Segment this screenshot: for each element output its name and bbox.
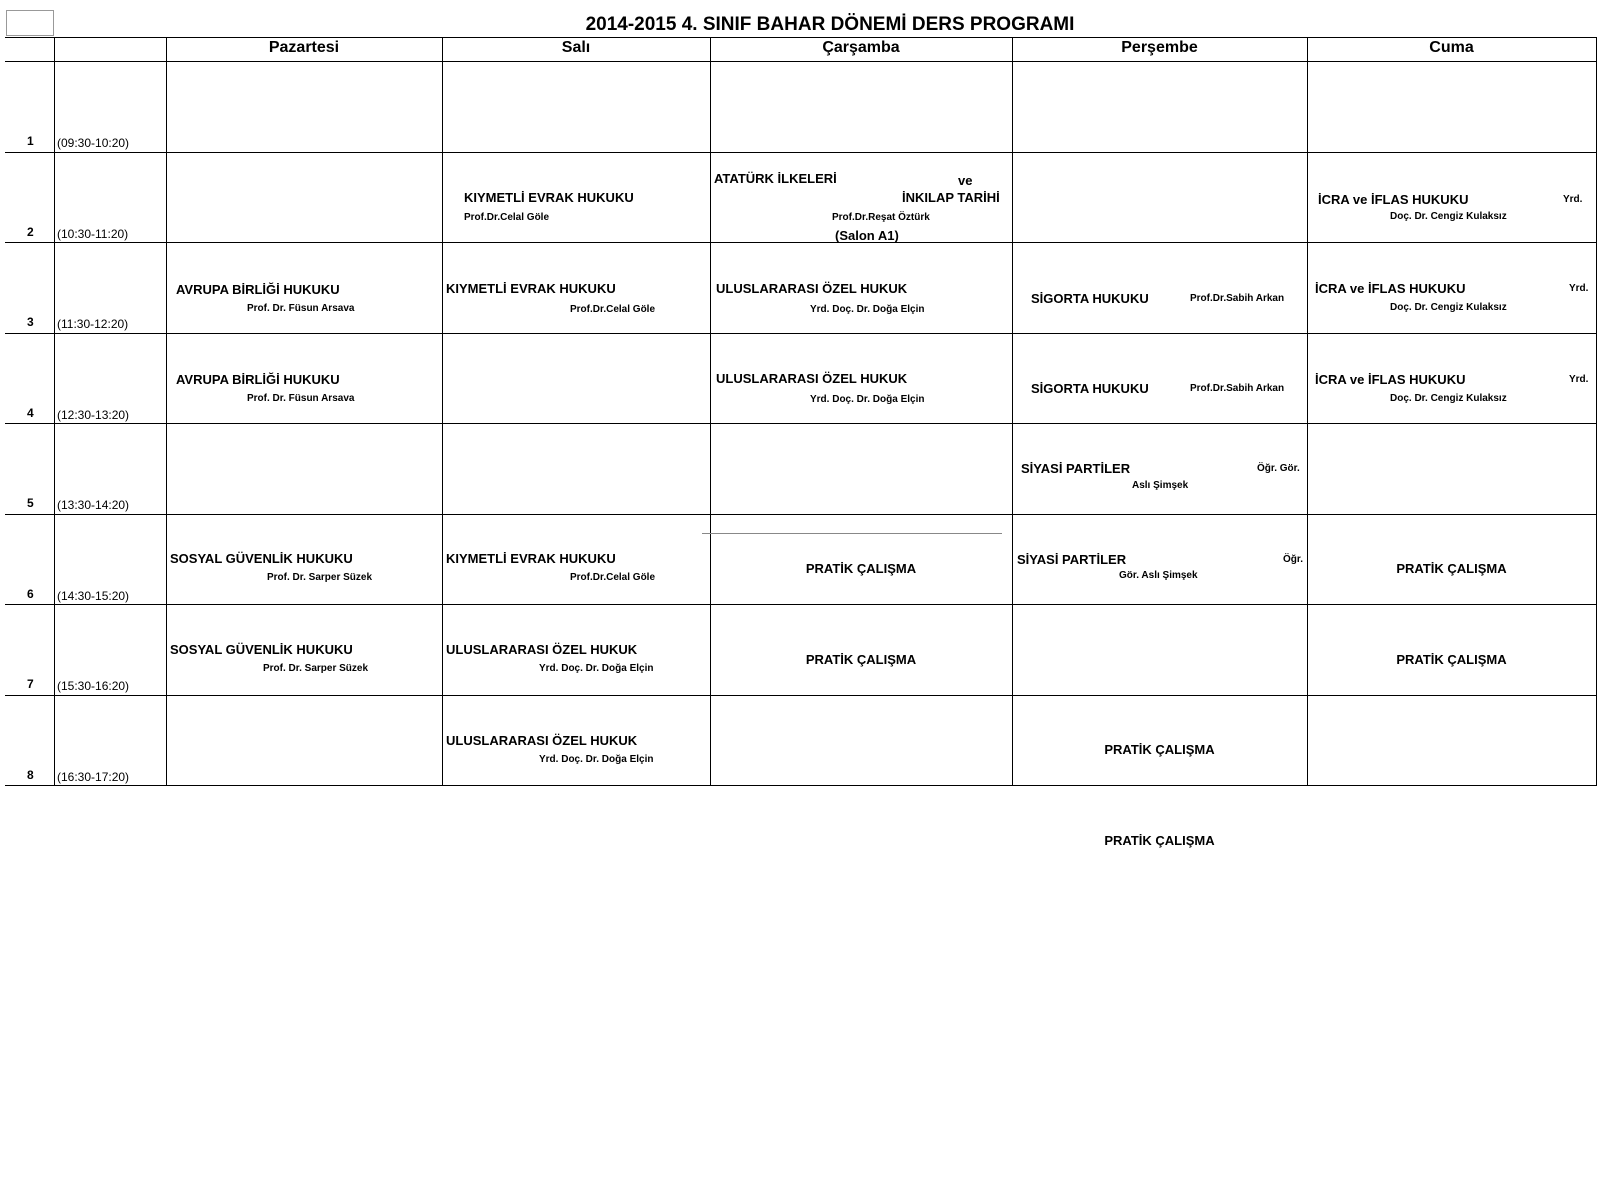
instructor-name: Prof.Dr.Sabih Arkan xyxy=(1190,293,1285,304)
instructor-title: Öğr. xyxy=(1283,554,1304,565)
cell-s3-carsamba xyxy=(710,333,1012,424)
cell-s2-cuma xyxy=(1307,243,1596,334)
course-name: ULUSLARARASI ÖZEL HUKUK xyxy=(446,642,638,657)
course-name: İCRA ve İFLAS HUKUKU xyxy=(1315,372,1466,387)
course-name: SİGORTA HUKUKU xyxy=(1031,381,1149,396)
course-name: ULUSLARARASI ÖZEL HUKUK xyxy=(446,733,638,748)
day-header-carsamba: Çarşamba xyxy=(822,39,900,56)
page-title: 2014-2015 4. SINIF BAHAR DÖNEMİ DERS PROGRAMI xyxy=(585,14,1075,35)
course-name: AVRUPA BİRLİĞİ HUKUKU xyxy=(176,372,340,387)
cell-s4-persembe xyxy=(1012,424,1307,515)
day-header-cuma: Cuma xyxy=(1429,39,1474,56)
course-name: İCRA ve İFLAS HUKUKU xyxy=(1315,281,1466,296)
instructor-name: Prof. Dr. Sarper Süzek xyxy=(267,572,373,583)
cell-s1-carsamba xyxy=(710,152,1012,243)
course-name: KIYMETLİ EVRAK HUKUKU xyxy=(464,190,634,205)
instructor-title: Yrd. xyxy=(1569,374,1589,385)
instructor-name: Yrd. Doç. Dr. Doğa Elçin xyxy=(810,394,925,405)
instructor-name: Gör. Aslı Şimşek xyxy=(1119,570,1198,581)
course-name: PRATİK ÇALIŞMA xyxy=(1104,833,1215,848)
course-name: SOSYAL GÜVENLİK HUKUKU xyxy=(170,551,353,566)
instructor-name: Doç. Dr. Cengiz Kulaksız xyxy=(1390,211,1507,222)
slot-time: (09:30-10:20) xyxy=(57,136,130,150)
room-label: (Salon A1) xyxy=(835,228,899,243)
slot-time: (14:30-15:20) xyxy=(57,589,130,603)
instructor-name: Prof. Dr. Sarper Süzek xyxy=(263,663,369,674)
course-name: PRATİK ÇALIŞMA xyxy=(805,561,917,576)
course-name: SİGORTA HUKUKU xyxy=(1031,291,1149,306)
course-name: ULUSLARARASI ÖZEL HUKUK xyxy=(716,281,908,296)
instructor-name: Prof.Dr.Reşat Öztürk xyxy=(832,212,930,223)
cell-s7-sali xyxy=(442,695,710,786)
course-name: KIYMETLİ EVRAK HUKUKU xyxy=(446,551,616,566)
slot-number: 3 xyxy=(27,315,34,329)
course-name: SİYASİ PARTİLER xyxy=(1017,552,1127,567)
cell-s3-cuma xyxy=(1307,333,1596,424)
instructor-name: Prof.Dr.Celal Göle xyxy=(570,304,656,315)
instructor-name: Yrd. Doç. Dr. Doğa Elçin xyxy=(810,304,925,315)
instructor-name: Prof. Dr. Füsun Arsava xyxy=(247,393,355,404)
course-name: İNKILAP TARİHİ xyxy=(902,190,1000,205)
course-name: SİYASİ PARTİLER xyxy=(1021,461,1131,476)
cell-s8-persembe xyxy=(1012,786,1307,877)
instructor-name: Prof.Dr.Sabih Arkan xyxy=(1190,383,1285,394)
cell-s5-carsamba xyxy=(710,514,1012,605)
slot-time: (15:30-16:20) xyxy=(57,679,130,693)
instructor-name: Prof. Dr. Füsun Arsava xyxy=(247,303,355,314)
instructor-name: Aslı Şimşek xyxy=(1132,480,1189,491)
cell-s2-sali xyxy=(442,243,710,334)
cell-s6-pazartesi xyxy=(166,605,442,696)
day-header-sali: Salı xyxy=(561,39,591,56)
course-name: SOSYAL GÜVENLİK HUKUKU xyxy=(170,642,353,657)
cell-s6-cuma xyxy=(1307,605,1596,696)
instructor-name: Prof.Dr.Celal Göle xyxy=(570,572,656,583)
instructor-title: Yrd. xyxy=(1563,194,1583,205)
cell-s1-cuma xyxy=(1307,152,1596,243)
instructor-title: Yrd. xyxy=(1569,283,1589,294)
cell-s5-pazartesi xyxy=(166,514,442,605)
cell-s5-sali xyxy=(442,514,710,605)
instructor-name: Doç. Dr. Cengiz Kulaksız xyxy=(1390,393,1507,404)
course-name: KIYMETLİ EVRAK HUKUKU xyxy=(446,281,616,296)
instructor-name: Yrd. Doç. Dr. Doğa Elçin xyxy=(539,663,654,674)
cell-s2-pazartesi xyxy=(166,243,442,334)
course-name: AVRUPA BİRLİĞİ HUKUKU xyxy=(176,282,340,297)
slot-time: (10:30-11:20) xyxy=(57,227,129,241)
divider-line xyxy=(702,533,1002,534)
day-header-persembe: Perşembe xyxy=(1121,39,1198,56)
slot-number: 1 xyxy=(27,134,34,148)
slot-time: (13:30-14:20) xyxy=(57,498,130,512)
slot-number: 6 xyxy=(27,587,34,601)
cell-s1-sali xyxy=(442,152,710,243)
cell-s2-carsamba xyxy=(710,243,1012,334)
slot-time: (11:30-12:20) xyxy=(57,317,129,331)
slot-time: (16:30-17:20) xyxy=(57,770,130,784)
course-name: PRATİK ÇALIŞMA xyxy=(1104,742,1215,757)
cell-s2-persembe xyxy=(1012,243,1307,334)
slot-number: 5 xyxy=(27,496,34,510)
course-name: PRATİK ÇALIŞMA xyxy=(1396,561,1507,576)
day-header-pazartesi: Pazartesi xyxy=(268,39,340,56)
cell-s7-persembe xyxy=(1012,695,1307,786)
cell-s6-sali xyxy=(442,605,710,696)
course-name: ATATÜRK İLKELERİ xyxy=(714,171,837,186)
slot-number: 4 xyxy=(27,406,34,420)
slot-time: (12:30-13:20) xyxy=(57,408,130,422)
slot-number: 8 xyxy=(27,768,34,782)
instructor-name: Yrd. Doç. Dr. Doğa Elçin xyxy=(539,754,654,765)
slot-number: 2 xyxy=(27,225,34,239)
cell-s3-pazartesi xyxy=(166,333,442,424)
cell-s6-carsamba xyxy=(710,605,1012,696)
cell-s5-persembe xyxy=(1012,514,1307,605)
course-name: PRATİK ÇALIŞMA xyxy=(805,652,917,667)
cell-s5-cuma xyxy=(1307,514,1596,605)
slot-number: 7 xyxy=(27,677,34,691)
course-name: PRATİK ÇALIŞMA xyxy=(1396,652,1507,667)
course-name: ULUSLARARASI ÖZEL HUKUK xyxy=(716,371,908,386)
instructor-title: Öğr. Gör. xyxy=(1257,463,1300,474)
course-name: ve xyxy=(958,173,973,188)
instructor-name: Doç. Dr. Cengiz Kulaksız xyxy=(1390,302,1507,313)
course-name: İCRA ve İFLAS HUKUKU xyxy=(1318,192,1469,207)
cell-s3-persembe xyxy=(1012,333,1307,424)
instructor-name: Prof.Dr.Celal Göle xyxy=(464,212,550,223)
